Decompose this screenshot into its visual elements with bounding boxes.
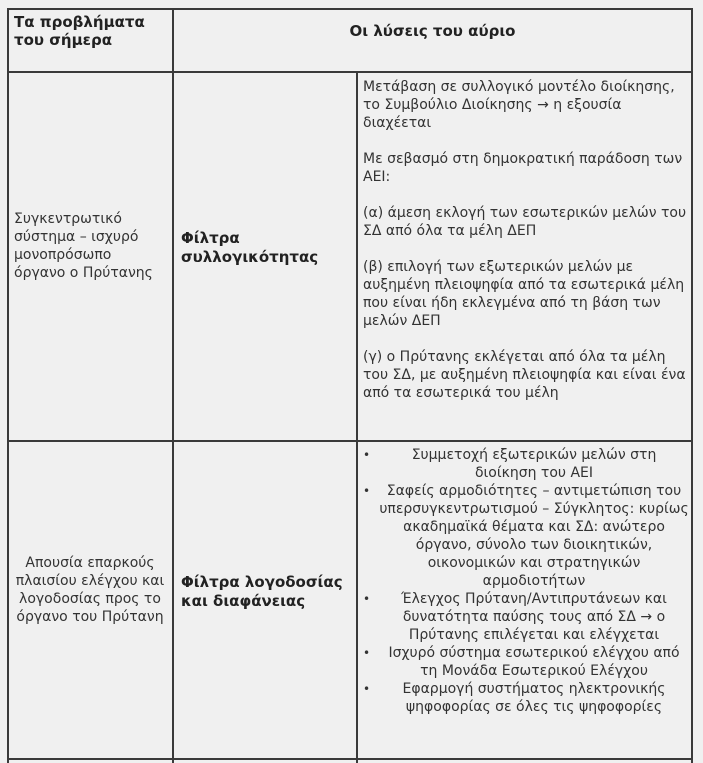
list-item: • Ισχυρό σύστημα εσωτερικού ελέγχου από τη Μονάδα Εσωτερικού Ελέγχου [359,644,689,680]
row1-problem [14,210,166,282]
header-problems [14,13,164,49]
header-problems-label: Τα προβλήματα του σήμερα [14,13,145,49]
row1-solution-para-2: Με σεβασμό στη δημοκρατική παράδοση των ΑΕΙ: [363,151,683,185]
table-border-left [7,8,9,763]
column-divider-2 [356,71,358,763]
list-item: • Συμμετοχή εξωτερικών μελών στη διοίκηση του ΑΕΙ [359,446,689,482]
row1-filter [181,229,351,267]
row1-solution-para-3: (α) άμεση εκλογή των εσωτερικών μελών του ΣΔ από όλα τα μέλη ΔΕΠ [363,205,687,239]
row1-solution-para-5: (γ) ο Πρύτανης εκλέγεται από όλα τα μέλη του ΣΔ, με αυξημένη πλειοψηφία και είναι ένα από τα εσωτερικά του μέλη [363,349,686,401]
list-item: • Έλεγχος Πρύτανη/Αντιπρυτάνεων και δυνατότητα παύσης τους από ΣΔ → ο Πρύτανης επιλέγεται και ελέγχεται [359,590,689,644]
row2-filter-text: Φίλτρα λογοδοσίας και διαφάνειας [181,573,343,610]
row2-problem-text: Απουσία επαρκούς πλαισίου ελέγχου και λογοδοσίας προς το όργανο του Πρύτανη [15,555,165,625]
row1-filter-text: Φίλτρα συλλογικότητας [181,229,319,266]
column-divider-1 [172,8,174,763]
row1-solution-para-4: (β) επιλογή των εξωτερικών μελών με αυξημένη πλειοψηφία από τα εσωτερικά μέλη που είναι ήδη εκλεγμένα από τη βάση των μελών ΔΕΠ [363,259,685,329]
row1-problem-text: Συγκεντρωτικό σύστημα – ισχυρό μονοπρόσωπο όργανο ο Πρύτανης [14,211,153,281]
row2-solution [359,446,689,716]
row2-solution-list [359,446,689,716]
list-item: • Εφαρμογή συστήματος ηλεκτρονικής ψηφοφορίας σε όλες τις ψηφοφορίες [359,680,689,716]
row1-solution-para-1: Μετάβαση σε συλλογικό μοντέλο διοίκησης, το Συμβούλιο Διοίκησης → η εξουσία διαχέεται [363,79,675,131]
table-border-top [7,8,693,10]
header-solutions-label: Οι λύσεις του αύριο [349,22,516,40]
table-border-right [691,8,693,763]
row-divider-2 [7,758,693,760]
row-divider-header [7,71,693,73]
row2-problem [10,554,170,626]
row2-filter [181,573,351,611]
row-divider-1 [7,440,693,442]
list-item: • Σαφείς αρμοδιότητες – αντιμετώπιση του υπερσυγκεντρωτισμού – Σύγκλητος: κυρίως ακαδημαϊκά θέματα και ΣΔ: ανώτερο όργανο, σύνολο των διοικητικών, οικονομικών και στρατηγικών αρμοδιοτήτων [359,482,689,590]
header-solutions [174,22,691,40]
row1-solution [363,78,689,402]
